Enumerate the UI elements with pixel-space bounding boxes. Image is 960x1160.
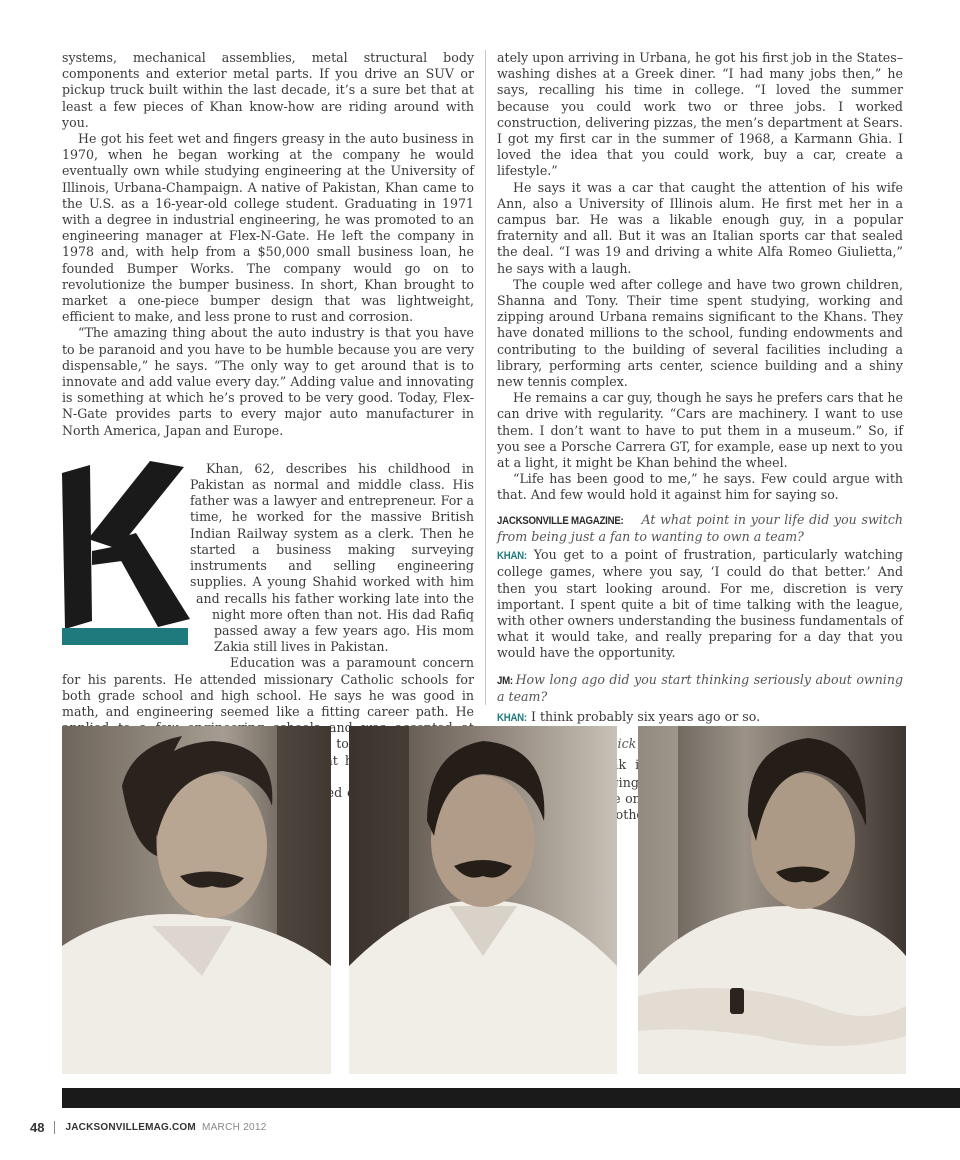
body-paragraph: systems, mechanical assemblies, metal structural body components and exterior metal parts. If you drive an SUV or pickup truck built within the last decade, it’s a sure bet that at least a few pieces of Khan know-how are riding around with you. bbox=[62, 50, 474, 130]
qa-question-text: How long ago did you start thinking seriously about owning a team? bbox=[497, 671, 903, 704]
qa-speaker: KHAN: bbox=[497, 550, 527, 563]
qa-answer bbox=[497, 709, 903, 726]
qa-question bbox=[497, 512, 903, 545]
portrait-photo-1 bbox=[62, 726, 331, 1074]
footer-site: JACKSONVILLEMAG.COM bbox=[65, 1122, 196, 1133]
qa-answer-text: I think probably six years ago or so. bbox=[530, 708, 761, 724]
right-column bbox=[497, 50, 903, 823]
qa-answer-text: You get to a point of frustration, particularly watching college games, where you say, ‘I could do that better.’ And then you start looking around. For me, discretion is very important. I spent quite a bit of time talking with the league, with other owners understanding the business fundamentals of what it would take, and really preparing for a day that you would have the opportunity. bbox=[497, 547, 903, 661]
qa-speaker: JACKSONVILLE MAGAZINE: bbox=[497, 514, 624, 527]
body-paragraph: ately upon arriving in Urbana, he got his first job in the States–washing dishes at a Greek diner. “I had many jobs then,” he says, recalling his time in college. “I loved the summer because you could work two or three jobs. I worked construction, delivering pizzas, the men’s department at Sears. I got my first car in the summer of 1968, a Karmann Ghia. I loved the idea that you could work, buy a car, create a lifestyle.” bbox=[497, 50, 903, 179]
qa-speaker: KHAN: bbox=[497, 711, 527, 724]
page-footer bbox=[30, 1120, 267, 1135]
qa-answer-text: other bbox=[615, 806, 650, 822]
left-column bbox=[62, 50, 474, 765]
qa-question-text: quick bbox=[601, 736, 637, 752]
footer-divider bbox=[54, 1121, 55, 1134]
body-paragraph: Education was a paramount concern for his parents. He attended missionary Catholic schools for both grade school and high school. He says he was good in math, and engineering seemed like a fitting career path. He and to bbox=[62, 655, 474, 752]
body-paragraph: He says it was a car that caught the attention of his wife Ann, also a University of Illinois alum. He first met her in a campus bar. He was a likable enough guy, in a popular fraternity and all. But it was an Italian sports car that sealed the deal. “I was 19 and driving a white Alfa Romeo Giulietta,” he says with a laugh. bbox=[497, 179, 903, 276]
qa-speaker: JM: bbox=[497, 674, 513, 687]
body-paragraph: “Life has been good to me,” he says. Few could argue with that. And few would hold it against him for saying so. bbox=[497, 471, 903, 503]
body-paragraph: He got his feet wet and fingers greasy in the auto business in 1970, when he began working at the company he would eventually own while studying engineering at the University of Illinois, Urbana-Champaign. A native of Pakistan, Khan came to the U.S. as a 16-year-old college student. Graduating in 1971 with a degree in industrial engineering, he was promoted to an engineering manager at Flex-N-Gate. He left the company in 1978 and, with help from a $50,000 small business loan, he founded Bumper Works. The company would go on to revolutionize the bumper business. In short, Khan brought to market a one-piece bumper design that was lightweight, efficient to make, and less prone to rust and corrosion. bbox=[62, 131, 474, 325]
column-divider bbox=[485, 50, 486, 705]
qa-answer bbox=[497, 547, 903, 661]
footer-date: MARCH 2012 bbox=[201, 1122, 267, 1133]
bottom-bar bbox=[62, 1088, 960, 1108]
portrait-photo-2 bbox=[349, 726, 617, 1074]
body-paragraph: “The amazing thing about the auto industry is that you have to be paranoid and you have to be humble because you are very dispensable,” he says. “The only way to get around that is to innovate and add value every day.” Adding value and innovating is something at which he’s proved to be very good. Today, Flex-N-Gate provides parts to every major auto manufacturer in North America, Japan and Europe. bbox=[62, 325, 474, 438]
body-paragraph: He remains a car guy, though he says he prefers cars that he can drive with regularity. “Cars are machinery. I want to use them. I don’t want to have to put them in a museum.” So, if you see a Porsche Carrera GT, for example, ease up next to you at a light, it might be Khan behind the wheel. bbox=[497, 390, 903, 471]
dropcap-section bbox=[62, 461, 474, 765]
body-paragraph: The couple wed after college and have two grown children, Shanna and Tony. Their time spent studying, working and zipping around Urbana remains significant to the Khans. They have donated millions to the school, funding endowments and contributing to the building of several facilities including a library, performing arts center, science building and a shiny new tennis complex. bbox=[497, 276, 903, 390]
portrait-photo-3 bbox=[638, 726, 906, 1074]
dropcap-paragraph: Khan, 62, describes his childhood in Pakistan as normal and middle class. His father was a lawyer and entrepreneur. For a time, he worked for the massive British Indian Railway system as a clerk. Then he started a business making surveying instruments and selling engineering supplies. A young Shahid worked with him and recalls his father working late into the night more often than not. His dad Rafiq passed away a few years ago. His mom Zakia still lives in Pakistan. bbox=[190, 460, 474, 655]
page-number: 48 bbox=[30, 1120, 45, 1135]
qa-question-text: At what point in your life did you switch from being just a fan to wanting to own a team? bbox=[497, 511, 903, 544]
qa-question bbox=[497, 672, 903, 705]
